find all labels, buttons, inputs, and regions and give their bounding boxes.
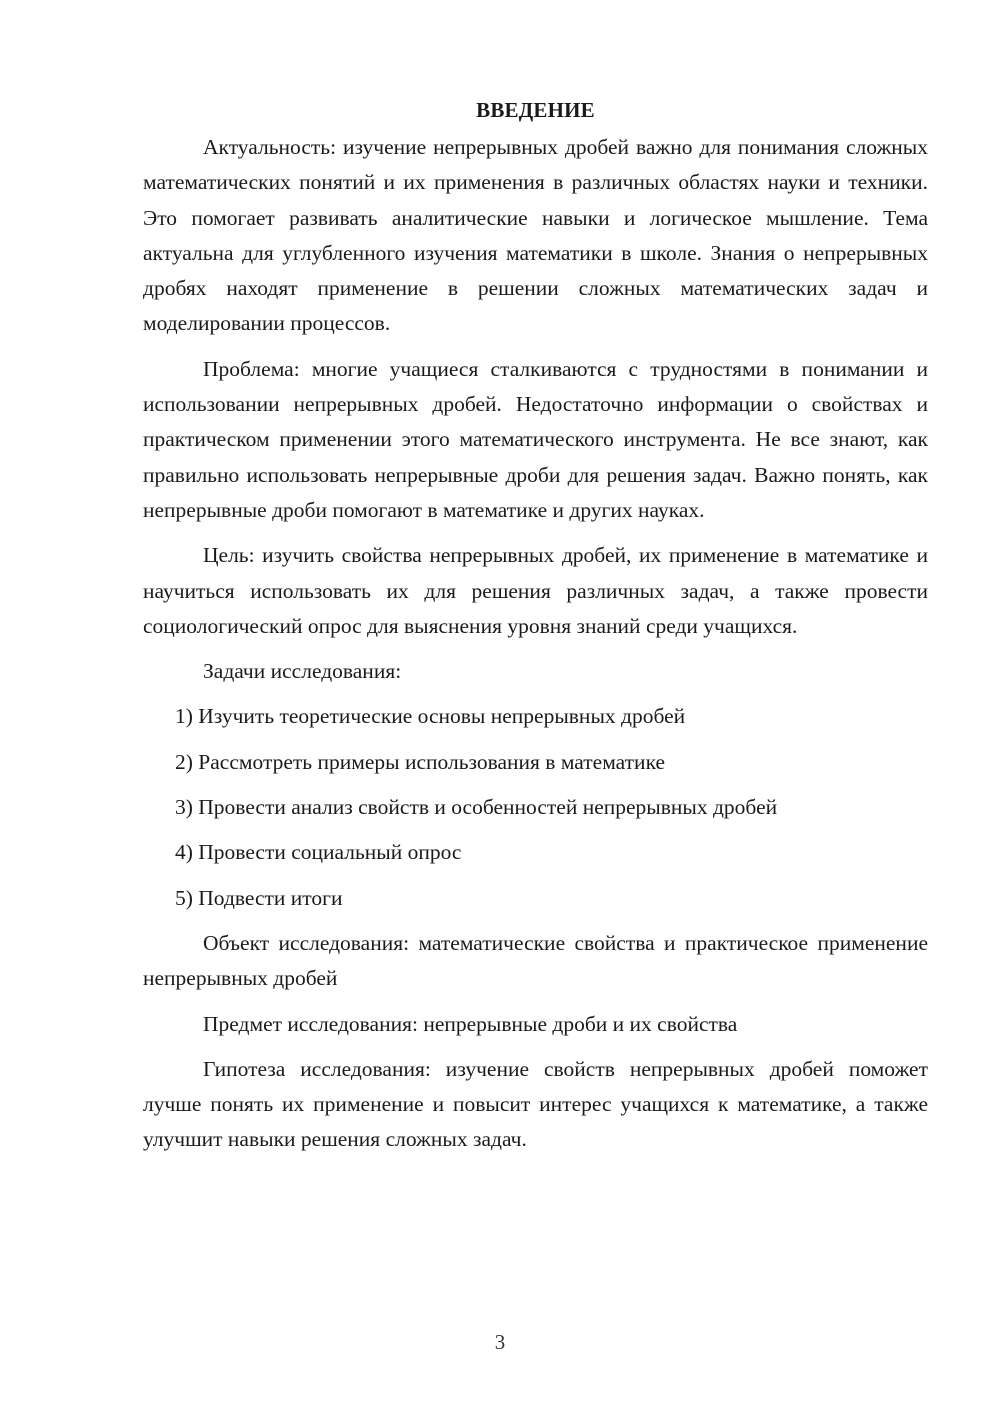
- tasks-list: [143, 699, 928, 915]
- task-item: 1) Изучить теоретические основы непрерывных дробей: [175, 704, 686, 729]
- object-paragraph: Объект исследования: математические свойства и практическое применение непрерывных дробей: [143, 930, 928, 991]
- tasks-heading: Задачи исследования:: [203, 659, 402, 684]
- page-number: 3: [494, 1330, 506, 1354]
- problem-paragraph: Проблема: многие учащиеся сталкиваются с трудностями в понимании и использовании непрерывных дробей. Недостаточно информации о свойствах и практическом применении этого математического инструмента. Не все знают, как правильно использовать непрерывные дроби для решения задач. Важно понять, как непрерывные дроби помогают в математике и других науках.: [143, 356, 928, 522]
- page-content: [143, 92, 928, 1168]
- hypothesis-paragraph: Гипотеза исследования: изучение свойств непрерывных дробей поможет лучше понять их применение и повысит интерес учащихся к математике, а также улучшит навыки решения сложных задач.: [143, 1056, 928, 1152]
- relevance-paragraph: Актуальность: изучение непрерывных дробей важно для понимания сложных математических понятий и их применения в различных областях науки и техники. Это помогает развивать аналитические навыки и логическое мышление. Тема актуальна для углубленного изучения математики в школе. Знания о непрерывных дробях находят применение в решении сложных математических задач и моделировании процессов.: [143, 135, 928, 336]
- task-item: 3) Провести анализ свойств и особенностей непрерывных дробей: [175, 795, 778, 820]
- task-item: 2) Рассмотреть примеры использования в математике: [175, 749, 666, 774]
- section-title: ВВЕДЕНИЕ: [476, 98, 595, 122]
- goal-paragraph: Цель: изучить свойства непрерывных дробей, их применение в математике и научиться использовать их для решения различных задач, а также провести социологический опрос для выяснения уровня знаний среди учащихся.: [143, 543, 928, 638]
- task-item: 4) Провести социальный опрос: [175, 840, 462, 865]
- task-item: 5) Подвести итоги: [175, 885, 343, 910]
- subject-paragraph: Предмет исследования: непрерывные дроби и их свойства: [203, 1011, 738, 1036]
